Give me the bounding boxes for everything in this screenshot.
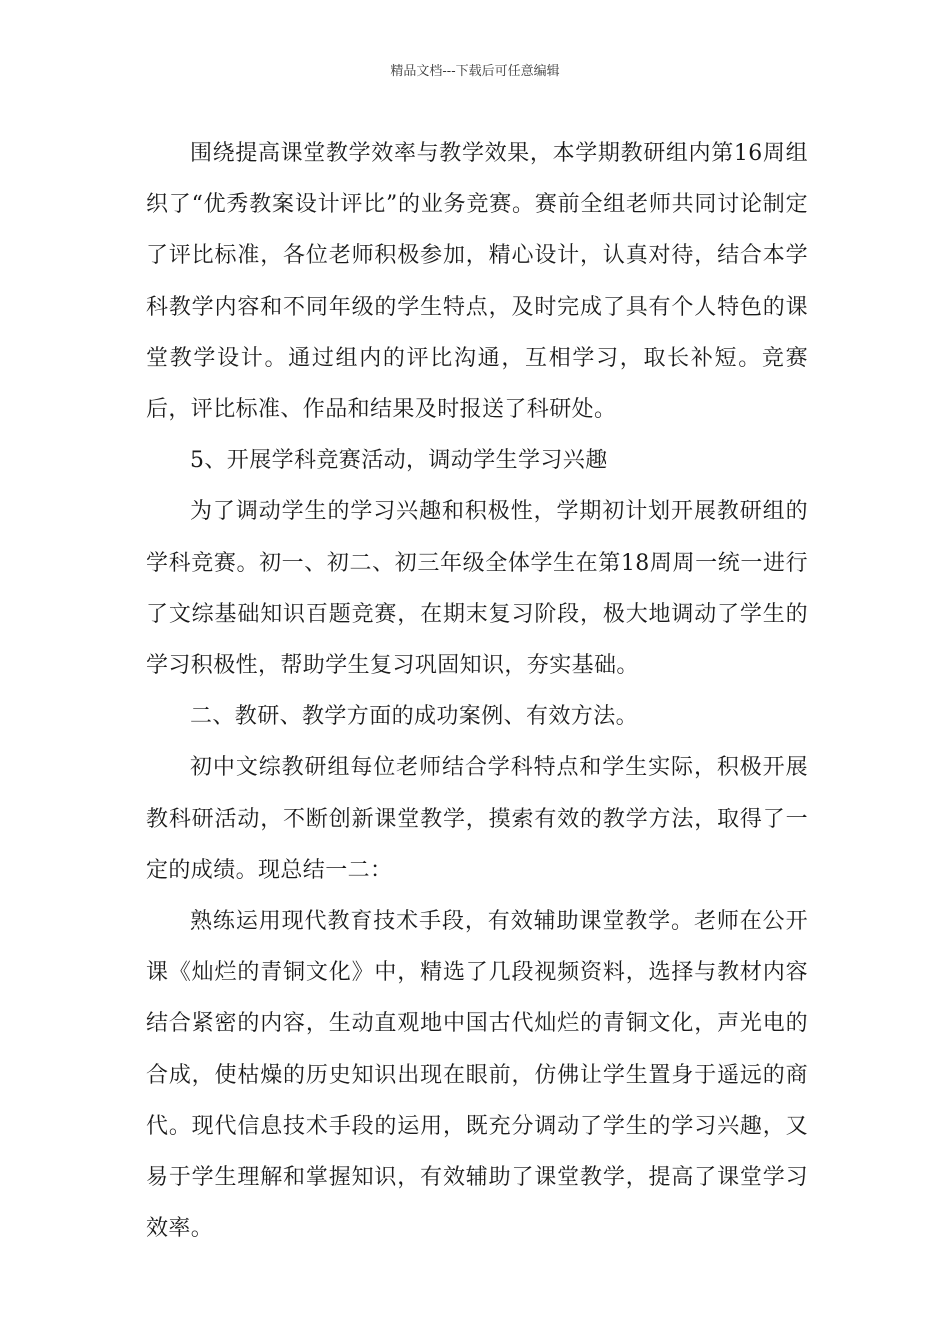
section-heading-successful-cases: 二、教研、教学方面的成功案例、有效方法。	[190, 704, 639, 730]
paragraph-modern-technology: 熟练运用现代教育技术手段，有效辅助课堂教学。老师在公开课《灿烂的青铜文化》中，精选了几段视频资料，选择与教材内容结合紧密的内容，生动直观地中国古代灿烂的青铜文化，声光电的合成，使枯燥的历史知识出现在眼前，仿佛让学生置身于遥远的商代。现代信息技术手段的运用，既充分调动了学生的学习兴趣，又易于学生理解和掌握知识，有效辅助了课堂教学，提高了课堂学习效率。	[146, 909, 808, 1242]
paragraph-competition-summary: 围绕提高课堂教学效率与教学效果，本学期教研组内第16周组织了“优秀教案设计评比”的业务竞赛。赛前全组老师共同讨论制定了评比标准，各位老师积极参加，精心设计，认真对待，结合本学科教学内容和不同年级的学生特点，及时完成了具有个人特色的课堂教学设计。通过组内的评比沟通，互相学习，取长补短。竞赛后，评比标准、作品和结果及时报送了科研处。	[146, 141, 808, 423]
paragraph-subject-competition: 为了调动学生的学习兴趣和积极性，学期初计划开展教研组的学科竞赛。初一、初二、初三年级全体学生在第18周周一统一进行了文综基础知识百题竞赛，在期末复习阶段，极大地调动了学生的学习积极性，帮助学生复习巩固知识，夯实基础。	[146, 499, 808, 679]
paragraph-teaching-research: 初中文综教研组每位老师结合学科特点和学生实际，积极开展教科研活动，不断创新课堂教学，摸索有效的教学方法，取得了一定的成绩。现总结一二：	[146, 755, 808, 883]
page-header: 精品文档---下载后可任意编辑	[390, 64, 560, 79]
document-body	[146, 128, 808, 1254]
section-heading-subject-competition: 5、开展学科竞赛活动，调动学生学习兴趣	[190, 448, 608, 474]
